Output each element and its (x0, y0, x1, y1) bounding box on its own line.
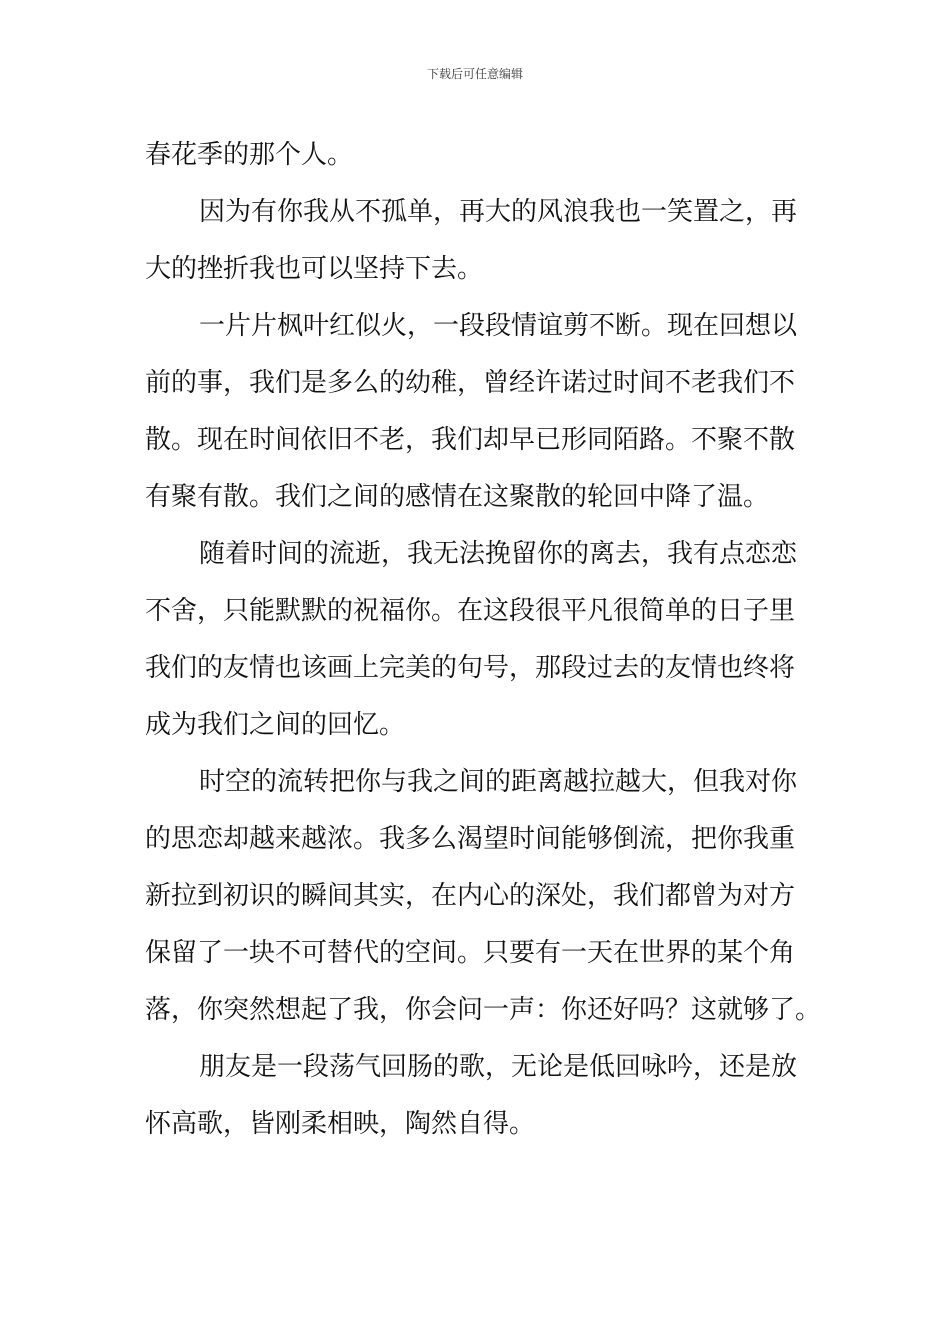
text-line: 散。现在时间依旧不老，我们却早已形同陌路。不聚不散 (145, 425, 796, 455)
header-note: 下载后可任意编辑 (426, 67, 523, 81)
paragraph-first-line: 一片片枫叶红似火，一段段情谊剪不断。现在回想以 (199, 311, 798, 341)
text-line: 有聚有散。我们之间的感情在这聚散的轮回中降了温。 (145, 482, 770, 512)
paragraph-first-line: 因为有你我从不孤单，再大的风浪我也一笑置之，再 (199, 197, 798, 227)
paragraph-first-line: 时空的流转把你与我之间的距离越拉越大，但我对你 (199, 767, 798, 797)
text-line: 前的事，我们是多么的幼稚，曾经许诺过时间不老我们不 (145, 368, 796, 398)
text-line: 不舍，只能默默的祝福你。在这段很平凡很简单的日子里 (145, 596, 796, 626)
body-text (145, 127, 822, 1153)
text-line: 怀高歌，皆刚柔相映，陶然自得。 (145, 1109, 536, 1139)
paragraph-first-line: 朋友是一段荡气回肠的歌，无论是低回咏吟，还是放 (199, 1052, 798, 1082)
paragraph-first-line: 随着时间的流逝，我无法挽留你的离去，我有点恋恋 (199, 539, 798, 569)
text-line: 春花季的那个人。 (145, 140, 354, 170)
text-line: 保留了一块不可替代的空间。只要有一天在世界的某个角 (145, 938, 796, 968)
text-line: 的思恋却越来越浓。我多么渴望时间能够倒流，把你我重 (145, 824, 796, 854)
text-line: 我们的友情也该画上完美的句号，那段过去的友情也终将 (145, 653, 796, 683)
text-line: 成为我们之间的回忆。 (145, 710, 406, 740)
text-line: 新拉到初识的瞬间其实，在内心的深处，我们都曾为对方 (145, 881, 796, 911)
text-line: 大的挫折我也可以坚持下去。 (145, 254, 484, 284)
text-line: 落，你突然想起了我，你会问一声：你还好吗？这就够了。 (145, 995, 822, 1025)
